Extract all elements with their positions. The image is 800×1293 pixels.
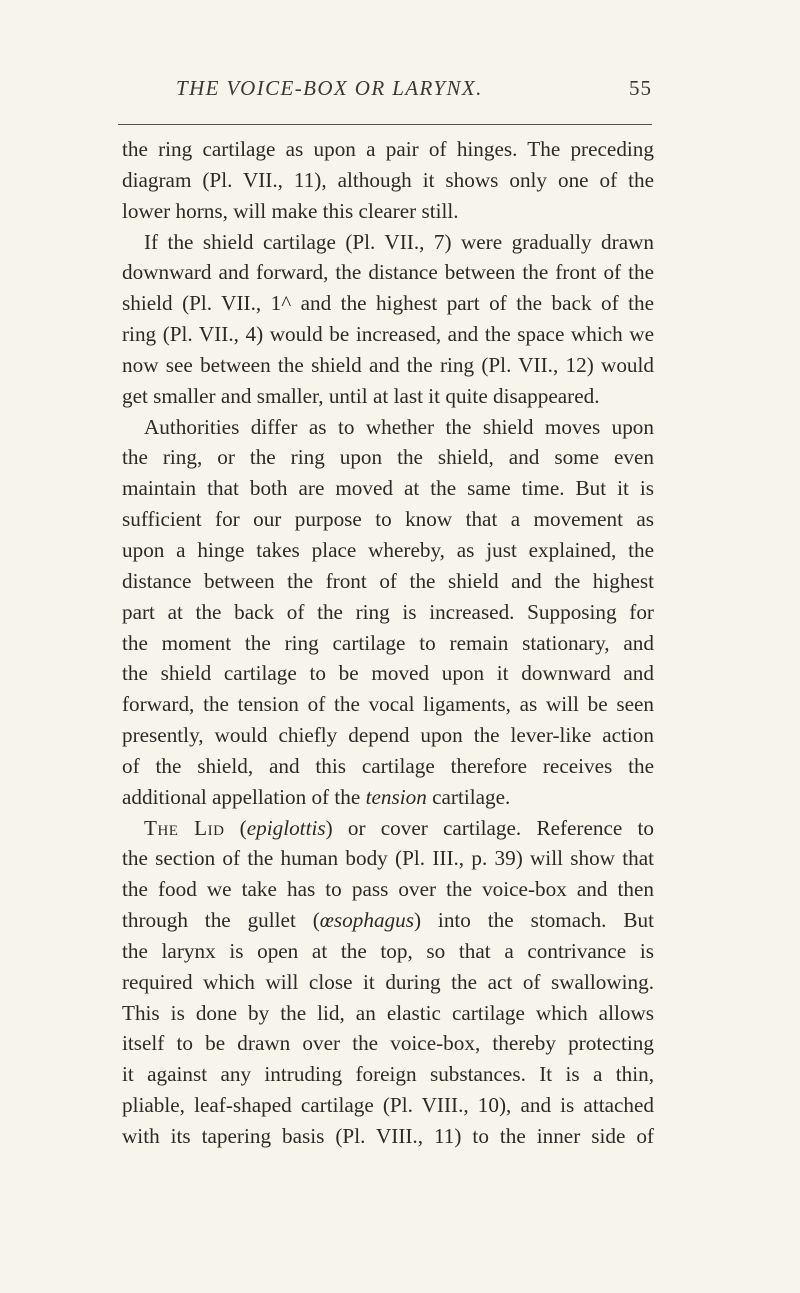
italic-term: œsophagus [319, 908, 414, 933]
text-line: shield (Pl. VII., 1^ and the highest part of the back of the [122, 291, 654, 316]
text-segment: ( [224, 815, 247, 840]
text-line: diagram (Pl. VII., 11), although it shows only one of the [122, 167, 654, 192]
text-line: Authorities differ as to whether the shield moves upon [144, 414, 654, 439]
running-title: THE VOICE-BOX OR LARYNX. [176, 76, 483, 100]
italic-term: tension [365, 784, 427, 809]
text-line: now see between the shield and the ring (Pl. VII., 12) would [122, 352, 654, 377]
text-line: the ring, or the ring upon the shield, and some even [122, 445, 654, 470]
text-line: with its tapering basis (Pl. VIII., 11) to the inner side of [122, 1124, 654, 1148]
text-line: of the shield, and this cartilage therefore receives the [122, 753, 654, 778]
page-number: 55 [629, 76, 652, 100]
text-line: forward, the tension of the vocal ligaments, as will be seen [122, 692, 654, 717]
text-line: the shield cartilage to be moved upon it downward and [122, 661, 654, 686]
text-segment: cartilage. [426, 784, 511, 809]
text-line: itself to be drawn over the voice-box, thereby protecting [122, 1031, 654, 1056]
text-line: sufficient for our purpose to know that a movement as [122, 507, 654, 532]
text-line: the moment the ring cartilage to remain stationary, and [122, 630, 654, 655]
text-line: distance between the front of the shield and the highest [122, 568, 654, 593]
section-heading: The Lid [144, 815, 225, 840]
text-line: If the shield cartilage (Pl. VII., 7) were gradually drawn [144, 229, 654, 254]
text-line: the ring cartilage as upon a pair of hinges. The preceding [122, 137, 654, 161]
text-line: the food we take has to pass over the voice-box and then [122, 877, 654, 902]
text-line: pliable, leaf-shaped cartilage (Pl. VIII., 10), and is attached [122, 1093, 654, 1118]
text-line: get smaller and smaller, until at last it quite disappeared. [122, 383, 600, 408]
text-line [122, 813, 654, 844]
italic-term: epiglottis [246, 815, 326, 840]
text-line [122, 905, 654, 936]
text-line: required which will close it during the act of swallowing. [122, 969, 654, 994]
text-segment: through the gullet ( [122, 908, 320, 933]
text-line: downward and forward, the distance between the front of the [122, 260, 654, 285]
text-line: This is done by the lid, an elastic cartilage which allows [122, 1000, 654, 1025]
text-line: lower horns, will make this clearer still. [122, 198, 459, 223]
text-line: part at the back of the ring is increased. Supposing for [122, 599, 654, 624]
text-line: upon a hinge takes place whereby, as just explained, the [122, 537, 654, 562]
text-segment: additional appellation of the [122, 784, 366, 809]
text-line: presently, would chiefly depend upon the lever-like action [122, 723, 654, 748]
header-rule [118, 124, 652, 125]
text-line [122, 782, 654, 813]
running-head [118, 76, 652, 106]
text-segment: ) or cover cartilage. Reference to [325, 815, 654, 840]
text-line: the section of the human body (Pl. III., p. 39) will show that [122, 846, 654, 871]
text-line: it against any intruding foreign substances. It is a thin, [122, 1062, 654, 1087]
text-line: the larynx is open at the top, so that a contrivance is [122, 938, 654, 963]
text-line: ring (Pl. VII., 4) would be increased, and the space which we [122, 322, 654, 347]
body-text [122, 134, 654, 1152]
text-line: maintain that both are moved at the same time. But it is [122, 476, 654, 501]
text-segment: ) into the stomach. But [413, 908, 654, 933]
